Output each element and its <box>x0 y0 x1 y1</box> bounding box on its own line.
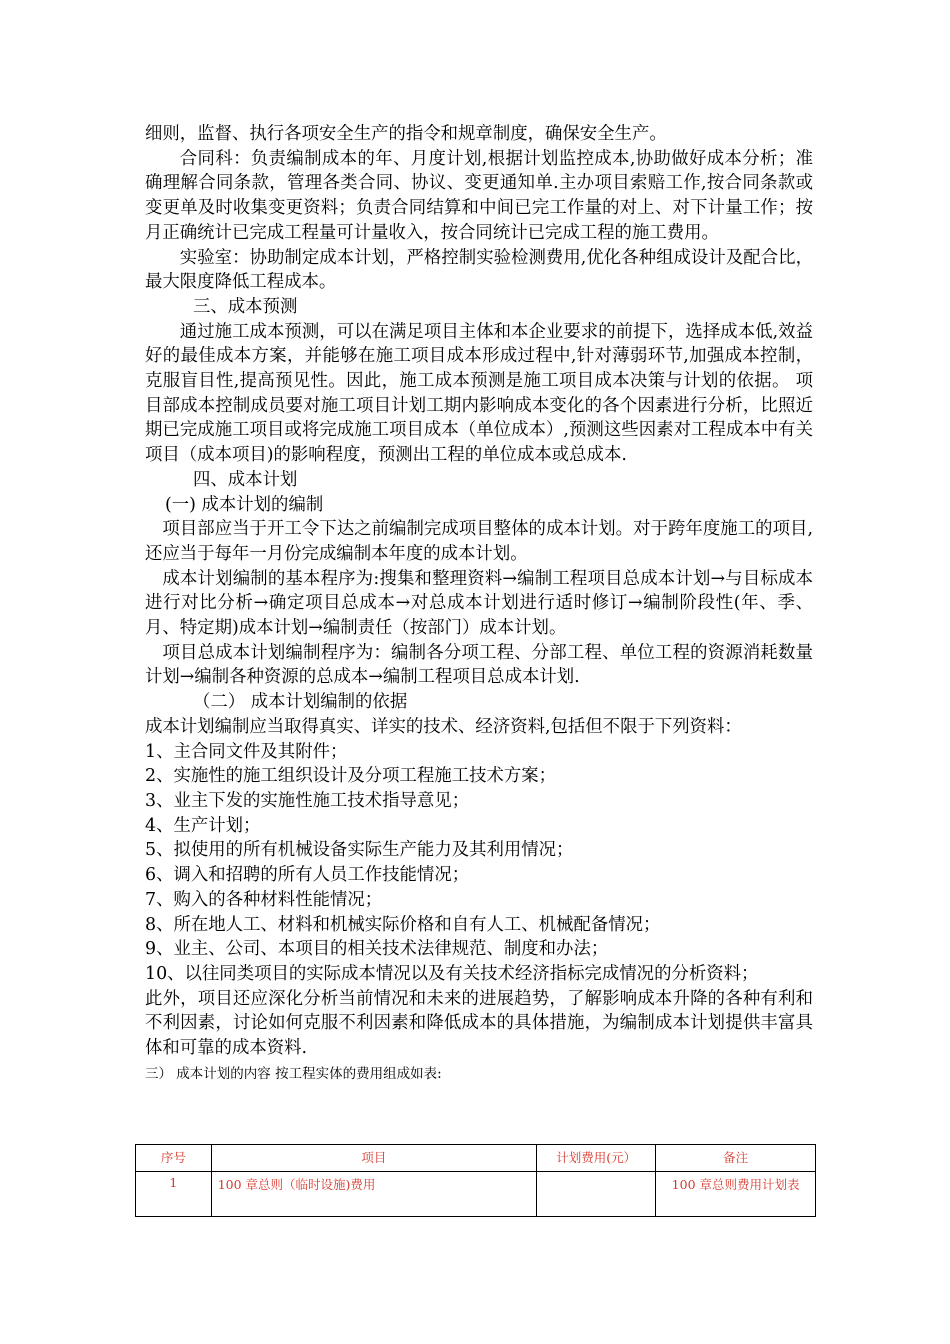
paragraph: 成本计划编制的基本程序为:搜集和整理资料→编制工程项目总成本计划→与目标成本进行对比分析→确定项目总成本→对总成本计划进行适时修订→编制阶段性(年、季、月、特定期)成本计划→编制责任（按部门）成本计划。 <box>145 568 813 639</box>
paragraph: 合同科：负责编制成本的年、月度计划,根据计划监控成本,协助做好成本分析；准确理解合同条款，管理各类合同、协议、变更通知单.主办项目索赔工作,按合同条款或变更单及时收集变更资料；负责合同结算和中间已完工作量的对上、对下计量工作；按月正确统计已完成工程量可计量收入，按合同统计已完成工程的施工费用。 <box>145 148 813 243</box>
section-heading: 三、成本预测 <box>193 296 298 317</box>
table-header-row <box>136 1145 816 1172</box>
paragraph: 通过施工成本预测，可以在满足项目主体和本企业要求的前提下，选择成本低,效益好的最佳成本方案，并能够在施工项目成本形成过程中,针对薄弱环节,加强成本控制，克服盲目性,提高预见性。因此，施工成本预测是施工项目成本决策与计划的依据。 项目部成本控制成员要对施工项目计划工期内影响成本变化的各个因素进行分析，比照近期已完成施工项目或将完成施工项目成本（单位成本）,预测这些因素对工程成本中有关项目（成本项目)的影响程度，预测出工程的单位成本或总成本. <box>145 321 813 466</box>
closing-paragraph: 此外，项目还应深化分析当前情况和未来的进展趋势，了解影响成本升降的各种有利和不利因素，讨论如何克服不利因素和降低成本的具体措施，为编制成本计划提供丰富具体和可靠的成本资料. <box>145 988 813 1059</box>
header-cell-remarks: 备注 <box>656 1145 816 1172</box>
reference-list <box>145 740 813 987</box>
header-cell-planned-cost: 计划费用(元） <box>537 1145 656 1172</box>
list-item: 8、所在地人工、材料和机械实际价格和自有人工、机械配备情况； <box>145 914 661 935</box>
list-item: 9、业主、公司、本项目的相关技术法律规范、制度和办法； <box>145 939 609 960</box>
table-row <box>136 1172 816 1217</box>
list-item: 7、购入的各种材料性能情况； <box>145 889 383 910</box>
list-item: 6、调入和招聘的所有人员工作技能情况； <box>145 865 470 886</box>
header-cell-item: 项目 <box>211 1145 537 1172</box>
paragraph: 细则，监督、执行各项安全生产的指令和规章制度，确保安全生产。 <box>145 124 667 144</box>
list-item: 3、业主下发的实施性施工技术指导意见； <box>145 790 470 811</box>
subsection-heading: (一) 成本计划的编制 <box>165 494 324 515</box>
paragraph: 项目部应当于开工令下达之前编制完成项目整体的成本计划。对于跨年度施工的项目,还应当于每年一月份完成编制本年度的成本计划。 <box>145 519 813 564</box>
paragraph: 实验室：协助制定成本计划，严格控制实验检测费用,优化各种组成设计及配合比，最大限度降低工程成本。 <box>145 247 813 293</box>
list-item: 1、主合同文件及其附件； <box>145 741 348 762</box>
paragraph: 成本计划编制应当取得真实、详实的技术、经济资料,包括但不限于下列资料： <box>145 716 742 737</box>
cost-plan-table <box>135 1144 816 1217</box>
cell-index: 1 <box>136 1172 212 1217</box>
paragraph: 项目总成本计划编制程序为：编制各分项工程、分部工程、单位工程的资源消耗数量计划→编制各种资源的总成本→编制工程项目总成本计划. <box>145 642 813 688</box>
subsection-heading: （二） 成本计划编制的依据 <box>193 692 408 713</box>
cell-item: 100 章总则（临时设施)费用 <box>211 1172 537 1217</box>
list-item: 10、以往同类项目的实际成本情况以及有关技术经济指标完成情况的分析资料； <box>145 963 759 984</box>
list-item: 4、生产计划； <box>145 815 261 836</box>
cell-planned-cost <box>537 1172 656 1217</box>
document-body <box>145 122 813 1083</box>
cell-remarks: 100 章总则费用计划表 <box>656 1172 816 1217</box>
list-item: 5、拟使用的所有机械设备实际生产能力及其利用情况； <box>145 840 574 861</box>
section-heading: 四、成本计划 <box>193 469 298 490</box>
table-caption: 三） 成本计划的内容 按工程实体的费用组成如表: <box>145 1065 442 1082</box>
header-cell-index: 序号 <box>136 1145 212 1172</box>
list-item: 2、实施性的施工组织设计及分项工程施工技术方案； <box>145 766 557 787</box>
